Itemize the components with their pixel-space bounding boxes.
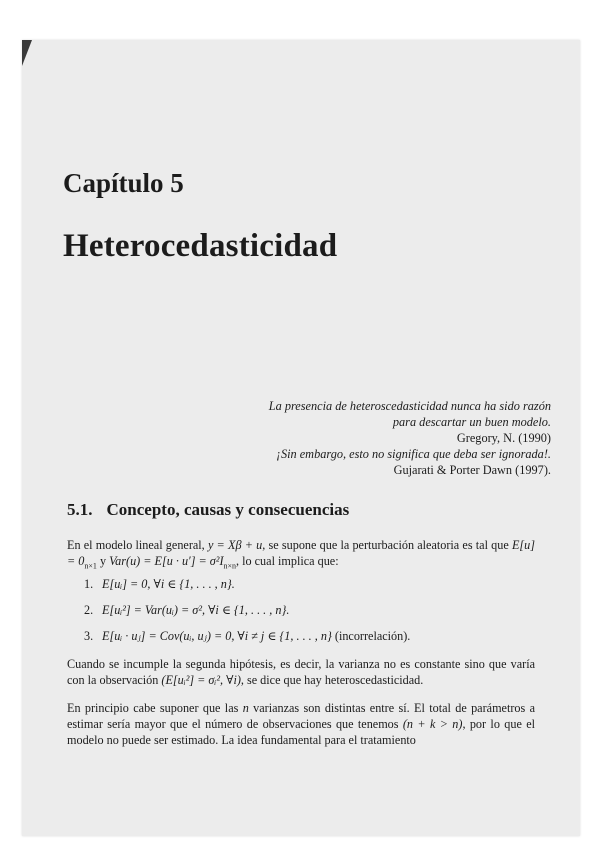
math-inline: E[u] = 0 xyxy=(67,538,536,568)
text-run: , se supone que la perturbación aleatoria es tal que xyxy=(262,538,512,552)
section-heading xyxy=(67,500,349,520)
epigraph-line: para descartar un buen modelo. xyxy=(392,415,551,429)
chapter-title: Heterocedasticidad xyxy=(63,228,338,264)
list-item xyxy=(84,628,534,654)
paragraph-estimation xyxy=(67,700,535,748)
text-run: , se dice que hay heteroscedasticidad. xyxy=(240,673,424,687)
paragraph-heteroscedasticity xyxy=(67,656,535,688)
page-corner-shadow xyxy=(22,40,32,66)
math-inline: E[uᵢ] = 0, ∀i ∈ {1, . . . , n}. xyxy=(102,577,235,591)
math-inline: E[uᵢ · uⱼ] = Cov(uᵢ, uⱼ) = 0, ∀i ≠ j ∈ {1, . . . , n} xyxy=(102,629,332,643)
math-subscript: n×1 xyxy=(84,561,97,571)
math-inline: E[uᵢ²] = Var(uᵢ) = σ², ∀i ∈ {1, . . . , n}. xyxy=(102,603,290,617)
math-inline: y = Xβ + u xyxy=(207,538,263,552)
text-run: En principio cabe suponer que las xyxy=(67,701,243,715)
text-run: , por lo que el modelo no puede ser estimado. La idea fundamental para el tratamiento xyxy=(67,717,535,747)
epigraph xyxy=(269,398,551,478)
assumptions-list xyxy=(84,576,534,654)
math-subscript: n×n xyxy=(223,561,237,571)
epigraph-line: La presencia de heteroscedasticidad nunca ha sido razón xyxy=(268,399,551,413)
list-item xyxy=(84,602,534,628)
math-inline: (n + k > n) xyxy=(402,717,463,731)
list-number: 2. xyxy=(84,603,94,617)
section-number: 5.1. xyxy=(67,500,93,519)
paragraph-model xyxy=(67,537,535,569)
epigraph-attribution: Gujarati & Porter Dawn (1997). xyxy=(393,463,551,477)
math-inline: n xyxy=(242,701,249,715)
text-run: y xyxy=(96,554,110,568)
epigraph-attribution: Gregory, N. (1990) xyxy=(456,431,551,445)
section-title: Concepto, causas y consecuencias xyxy=(106,500,350,519)
text-run: varianzas son distintas entre sí. El total de parámetros a estimar sería mayor que el número de observaciones que tenemos xyxy=(67,701,535,731)
epigraph-line: ¡Sin embargo, esto no significa que deba ser ignorada!. xyxy=(276,447,551,461)
chapter-label: Capítulo 5 xyxy=(63,168,184,198)
list-number: 3. xyxy=(84,629,94,643)
math-inline: (E[uᵢ²] = σᵢ², ∀i) xyxy=(161,673,241,687)
text-run: (incorrelación). xyxy=(331,629,411,643)
text-run: En el modelo lineal general, xyxy=(67,538,208,552)
text-run: , lo cual implica que: xyxy=(236,554,339,568)
math-inline: Var(u) = E[u · u′] = σ²I xyxy=(109,554,224,568)
list-item xyxy=(84,576,534,602)
text-run: Cuando se incumple la segunda hipótesis, es decir, la varianza no es constante sino que varía con la observación xyxy=(67,657,535,687)
list-number: 1. xyxy=(84,577,94,591)
